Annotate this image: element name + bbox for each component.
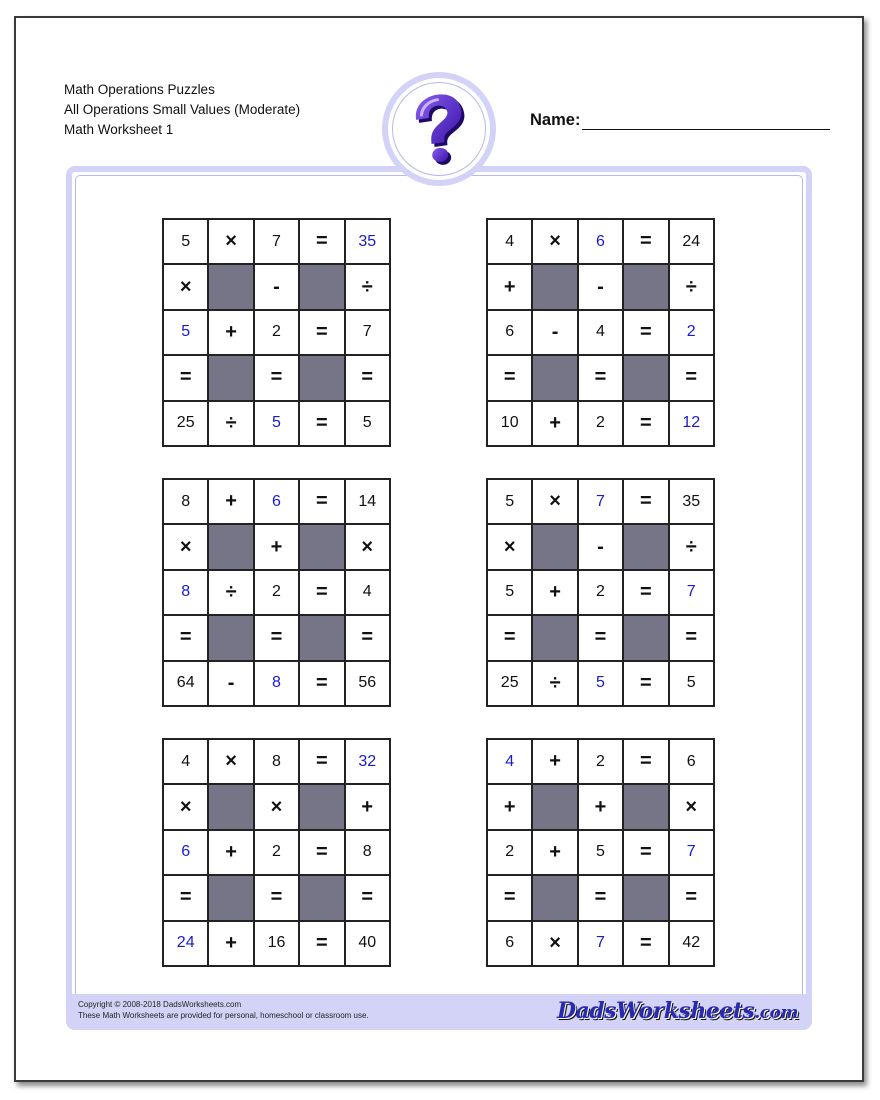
number-cell: 5 <box>578 661 623 706</box>
operator-cell: × <box>532 921 577 966</box>
number-cell: 7 <box>669 830 714 875</box>
shaded-cell <box>532 875 577 920</box>
copyright-text <box>78 999 369 1021</box>
operator-cell: + <box>208 479 253 524</box>
number-cell: 7 <box>578 921 623 966</box>
number-cell: 2 <box>578 739 623 784</box>
worksheet-number: Math Worksheet 1 <box>64 122 174 137</box>
operator-cell: × <box>254 784 299 829</box>
number-cell: 16 <box>254 921 299 966</box>
number-cell: 8 <box>254 661 299 706</box>
worksheet-page <box>14 16 864 1082</box>
number-cell: 8 <box>163 570 208 615</box>
operator-cell: × <box>345 524 390 569</box>
number-cell: 4 <box>487 739 532 784</box>
operator-cell: × <box>163 784 208 829</box>
operator-cell: = <box>623 401 668 446</box>
number-cell: 5 <box>163 219 208 264</box>
operator-cell: = <box>669 355 714 400</box>
number-cell: 2 <box>578 401 623 446</box>
name-label: Name: <box>530 111 581 129</box>
operator-cell: = <box>299 219 344 264</box>
operator-cell: = <box>299 739 344 784</box>
operator-cell: = <box>487 875 532 920</box>
copyright-line: Copyright © 2008-2018 DadsWorksheets.com <box>78 1000 242 1009</box>
operator-cell: = <box>299 479 344 524</box>
number-cell: 4 <box>345 570 390 615</box>
operator-cell: + <box>208 310 253 355</box>
operator-cell: + <box>254 524 299 569</box>
number-cell: 35 <box>345 219 390 264</box>
operator-cell: = <box>578 355 623 400</box>
operator-cell: × <box>532 479 577 524</box>
number-cell: 6 <box>487 921 532 966</box>
shaded-cell <box>208 784 253 829</box>
number-cell: 42 <box>669 921 714 966</box>
puzzle-grid <box>162 478 391 707</box>
operator-cell: + <box>487 264 532 309</box>
shaded-cell <box>299 875 344 920</box>
shaded-cell <box>299 615 344 660</box>
operator-cell: = <box>254 615 299 660</box>
operator-cell: × <box>163 524 208 569</box>
shaded-cell <box>532 615 577 660</box>
number-cell: 2 <box>254 310 299 355</box>
number-cell: 2 <box>254 830 299 875</box>
operator-cell: = <box>623 479 668 524</box>
shaded-cell <box>208 264 253 309</box>
shaded-cell <box>623 355 668 400</box>
operator-cell: = <box>163 615 208 660</box>
operator-cell: + <box>532 830 577 875</box>
operator-cell: ÷ <box>208 401 253 446</box>
logo-ring-inner <box>392 82 486 176</box>
shaded-cell <box>532 524 577 569</box>
number-cell: 5 <box>345 401 390 446</box>
number-cell: 5 <box>487 479 532 524</box>
shaded-cell <box>299 524 344 569</box>
number-cell: 10 <box>487 401 532 446</box>
operator-cell: + <box>487 784 532 829</box>
operator-cell: + <box>208 921 253 966</box>
name-field[interactable] <box>530 111 830 130</box>
operator-cell: + <box>578 784 623 829</box>
operator-cell: × <box>487 524 532 569</box>
number-cell: 64 <box>163 661 208 706</box>
operator-cell: × <box>208 219 253 264</box>
puzzle-grid <box>162 218 391 447</box>
number-cell: 8 <box>163 479 208 524</box>
brand-sub: Worksheets <box>616 998 755 1024</box>
operator-cell: ÷ <box>345 264 390 309</box>
operator-cell: = <box>487 615 532 660</box>
number-cell: 14 <box>345 479 390 524</box>
operator-cell: = <box>299 661 344 706</box>
operator-cell: - <box>578 264 623 309</box>
operator-cell: = <box>578 615 623 660</box>
number-cell: 5 <box>487 570 532 615</box>
operator-cell: = <box>163 355 208 400</box>
number-cell: 5 <box>669 661 714 706</box>
worksheet-header <box>64 80 300 140</box>
number-cell: 25 <box>487 661 532 706</box>
operator-cell: = <box>623 310 668 355</box>
operator-cell: = <box>254 875 299 920</box>
operator-cell: = <box>299 310 344 355</box>
operator-cell: × <box>208 739 253 784</box>
operator-cell: = <box>669 615 714 660</box>
number-cell: 4 <box>487 219 532 264</box>
operator-cell: = <box>299 401 344 446</box>
operator-cell: = <box>669 875 714 920</box>
worksheet-subtitle: All Operations Small Values (Moderate) <box>64 102 301 117</box>
number-cell: 7 <box>345 310 390 355</box>
operator-cell: + <box>345 784 390 829</box>
operator-cell: = <box>299 921 344 966</box>
number-cell: 2 <box>669 310 714 355</box>
number-cell: 6 <box>254 479 299 524</box>
operator-cell: × <box>163 264 208 309</box>
question-mark-icon <box>406 93 472 165</box>
operator-cell: = <box>578 875 623 920</box>
number-cell: 40 <box>345 921 390 966</box>
number-cell: 4 <box>163 739 208 784</box>
name-line[interactable] <box>582 111 830 130</box>
number-cell: 5 <box>254 401 299 446</box>
operator-cell: + <box>532 570 577 615</box>
usage-notice: These Math Worksheets are provided for personal, homeschool or classroom use. <box>78 1011 369 1020</box>
operator-cell: = <box>299 570 344 615</box>
operator-cell: + <box>532 401 577 446</box>
number-cell: 2 <box>487 830 532 875</box>
number-cell: 8 <box>254 739 299 784</box>
shaded-cell <box>532 264 577 309</box>
number-cell: 24 <box>669 219 714 264</box>
brand-tld: .com <box>754 1003 798 1023</box>
operator-cell: ÷ <box>532 661 577 706</box>
number-cell: 7 <box>669 570 714 615</box>
operator-cell: - <box>532 310 577 355</box>
operator-cell: = <box>623 661 668 706</box>
shaded-cell <box>532 784 577 829</box>
logo-ring <box>382 72 496 186</box>
shaded-cell <box>299 264 344 309</box>
number-cell: 2 <box>578 570 623 615</box>
puzzle-grid <box>486 218 715 447</box>
number-cell: 6 <box>487 310 532 355</box>
dadsworksheets-logo <box>557 998 798 1024</box>
shaded-cell <box>623 524 668 569</box>
shaded-cell <box>299 784 344 829</box>
operator-cell: = <box>163 875 208 920</box>
number-cell: 56 <box>345 661 390 706</box>
shaded-cell <box>208 524 253 569</box>
operator-cell: = <box>345 875 390 920</box>
operator-cell: = <box>487 355 532 400</box>
number-cell: 12 <box>669 401 714 446</box>
number-cell: 7 <box>254 219 299 264</box>
operator-cell: = <box>254 355 299 400</box>
operator-cell: = <box>623 219 668 264</box>
operator-cell: × <box>532 219 577 264</box>
number-cell: 2 <box>254 570 299 615</box>
operator-cell: ÷ <box>208 570 253 615</box>
operator-cell: = <box>623 830 668 875</box>
shaded-cell <box>623 264 668 309</box>
shaded-cell <box>623 784 668 829</box>
number-cell: 35 <box>669 479 714 524</box>
worksheet-title: Math Operations Puzzles <box>64 82 215 97</box>
operator-cell: ÷ <box>669 264 714 309</box>
puzzle-grid <box>162 738 391 967</box>
number-cell: 6 <box>578 219 623 264</box>
number-cell: 7 <box>578 479 623 524</box>
shaded-cell <box>299 355 344 400</box>
shaded-cell <box>208 875 253 920</box>
number-cell: 6 <box>669 739 714 784</box>
puzzle-grid <box>486 738 715 967</box>
operator-cell: = <box>299 830 344 875</box>
operator-cell: - <box>208 661 253 706</box>
number-cell: 25 <box>163 401 208 446</box>
operator-cell: × <box>669 784 714 829</box>
operator-cell: + <box>532 739 577 784</box>
brand-main: Dads <box>556 998 617 1024</box>
number-cell: 32 <box>345 739 390 784</box>
operator-cell: + <box>208 830 253 875</box>
shaded-cell <box>208 355 253 400</box>
number-cell: 24 <box>163 921 208 966</box>
operator-cell: = <box>623 570 668 615</box>
operator-cell: = <box>345 615 390 660</box>
shaded-cell <box>623 875 668 920</box>
number-cell: 8 <box>345 830 390 875</box>
number-cell: 6 <box>163 830 208 875</box>
number-cell: 4 <box>578 310 623 355</box>
number-cell: 5 <box>578 830 623 875</box>
operator-cell: - <box>254 264 299 309</box>
footer-bar <box>66 994 812 1030</box>
number-cell: 5 <box>163 310 208 355</box>
shaded-cell <box>208 615 253 660</box>
puzzle-grid <box>486 478 715 707</box>
operator-cell: ÷ <box>669 524 714 569</box>
operator-cell: - <box>578 524 623 569</box>
shaded-cell <box>532 355 577 400</box>
operator-cell: = <box>623 739 668 784</box>
shaded-cell <box>623 615 668 660</box>
operator-cell: = <box>623 921 668 966</box>
operator-cell: = <box>345 355 390 400</box>
